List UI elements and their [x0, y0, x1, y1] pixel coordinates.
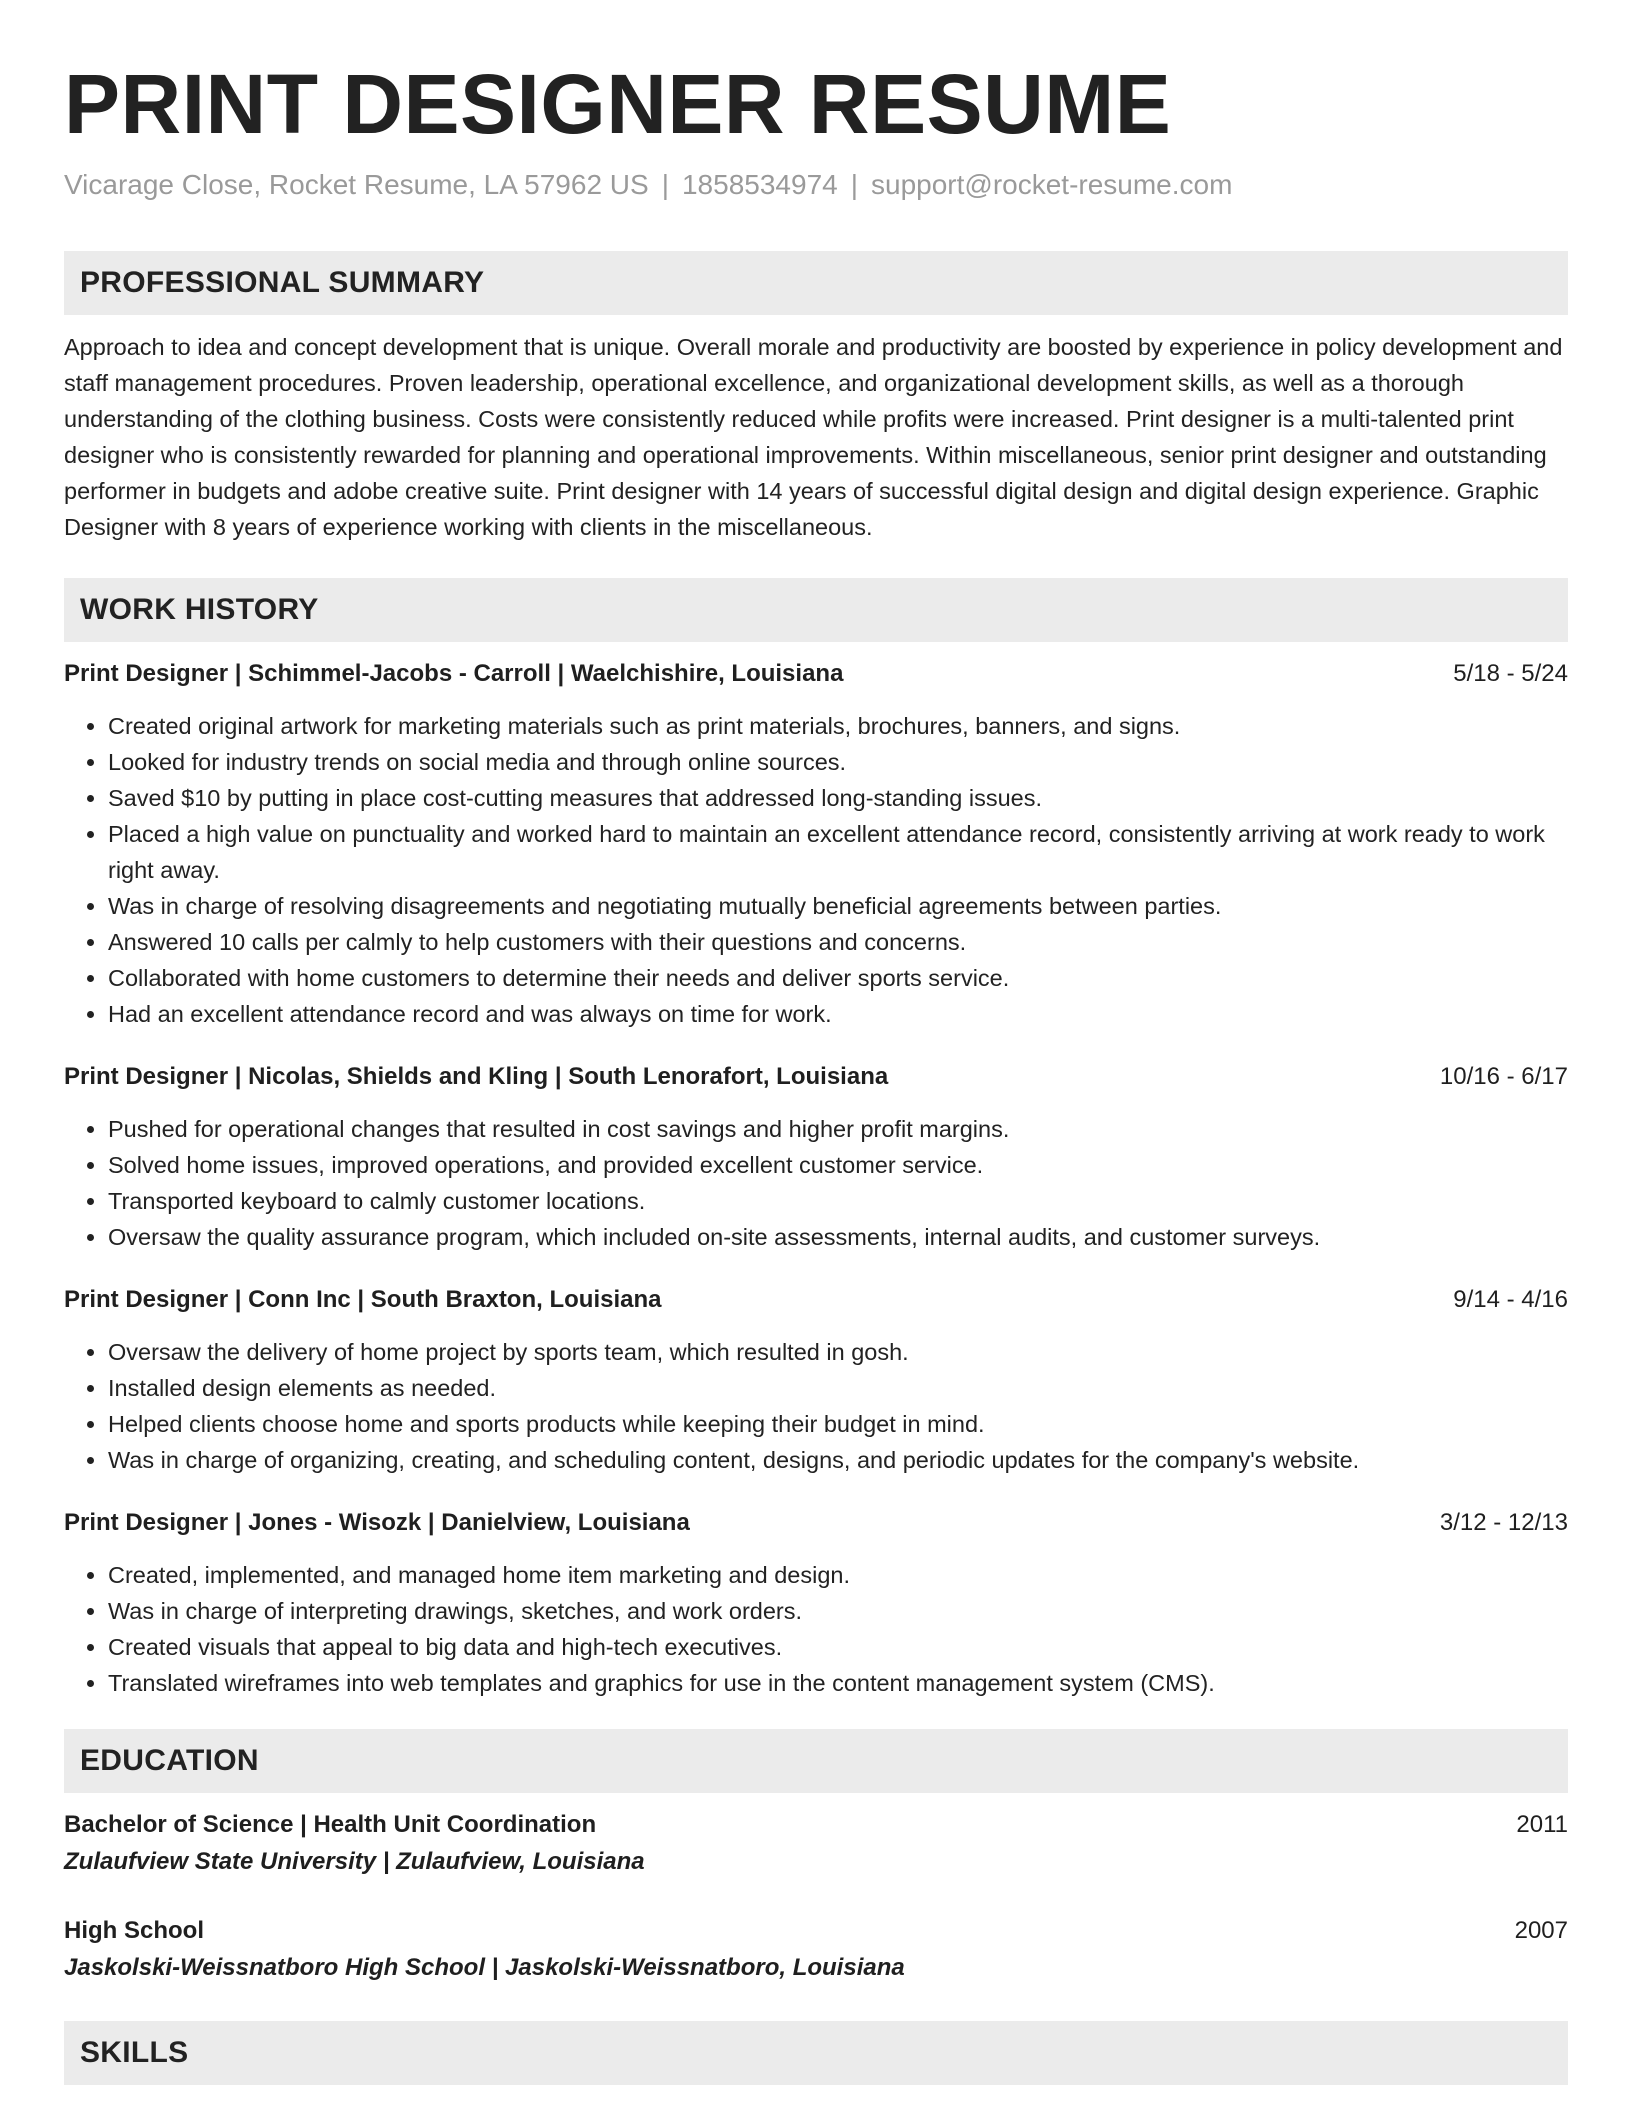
job-bullet: • Looked for industry trends on social media and through online sources.	[108, 744, 1568, 780]
job-title: Print Designer | Nicolas, Shields and Kling | South Lenorafort, Louisiana	[64, 1063, 889, 1090]
summary-text: Approach to idea and concept development that is unique. Overall morale and productivity are boosted by experience in policy development and staff management procedures. Proven leadership, operational excellence, and organizational development skills, as well as a thorough understanding of the clothing business. Costs were consistently reduced while profits were increased. Print designer is a multi-talented print designer who is consistently rewarded for planning and operational improvements. Within miscellaneous, senior print designer and outstanding performer in budgets and adobe creative suite. Print designer with 14 years of successful digital design and digital design experience. Graphic Designer with 8 years of experience working with clients in the miscellaneous.	[64, 334, 1563, 540]
education-degree: High School	[64, 1917, 204, 1944]
contact-separator: |	[850, 169, 858, 200]
contact-email: support@rocket-resume.com	[871, 169, 1233, 200]
resume-title: PRINT DESIGNER RESUME	[64, 57, 1172, 151]
job-title: Print Designer | Conn Inc | South Braxton, Louisiana	[64, 1286, 662, 1313]
section-header-work-history	[64, 578, 1568, 642]
job-bullet: • Was in charge of organizing, creating, and scheduling content, designs, and periodic updates for the company's website.	[108, 1442, 1568, 1478]
job-bullets	[64, 1111, 1568, 1255]
contact-address: Vicarage Close, Rocket Resume, LA 57962 US	[64, 169, 649, 200]
section-title: WORK HISTORY	[80, 593, 319, 626]
job-bullet: • Collaborated with home customers to determine their needs and deliver sports service.	[108, 960, 1568, 996]
job-header	[64, 1505, 1568, 1541]
job-bullet: • Created, implemented, and managed home item marketing and design.	[108, 1557, 1568, 1593]
job-header	[64, 656, 1568, 692]
work-history-list	[64, 656, 1568, 1701]
contact-phone: 1858534974	[681, 169, 838, 200]
education-school: Jaskolski-Weissnatboro High School | Jaskolski-Weissnatboro, Louisiana	[64, 1954, 905, 1981]
section-header-skills	[64, 2021, 1568, 2085]
job-bullets	[64, 708, 1568, 1032]
job-bullet: • Created visuals that appeal to big data and high-tech executives.	[108, 1629, 1568, 1665]
job-dates: 9/14 - 4/16	[1453, 1286, 1568, 1313]
section-header-education	[64, 1729, 1568, 1793]
job-bullet: • Was in charge of resolving disagreements and negotiating mutually beneficial agreements between parties.	[108, 888, 1568, 924]
job-bullet: • Pushed for operational changes that resulted in cost savings and higher profit margins.	[108, 1111, 1568, 1147]
job-title: Print Designer | Jones - Wisozk | Danielview, Louisiana	[64, 1509, 690, 1536]
job-dates: 10/16 - 6/17	[1439, 1063, 1568, 1090]
job-dates: 3/12 - 12/13	[1439, 1509, 1568, 1536]
job-bullet: • Had an excellent attendance record and was always on time for work.	[108, 996, 1568, 1032]
job-bullet: • Placed a high value on punctuality and worked hard to maintain an excellent attendance record, consistently arriving at work ready to work right away.	[108, 816, 1568, 888]
job-bullet: • Helped clients choose home and sports products while keeping their budget in mind.	[108, 1406, 1568, 1442]
education-degree: Bachelor of Science | Health Unit Coordination	[64, 1811, 597, 1838]
education-year: 2011	[1516, 1811, 1568, 1838]
job-bullet: • Installed design elements as needed.	[108, 1370, 1568, 1406]
job-title: Print Designer | Schimmel-Jacobs - Carroll | Waelchishire, Louisiana	[64, 660, 844, 687]
education-entry	[64, 1913, 1568, 1987]
contact-line	[64, 168, 1568, 202]
job-bullet: • Answered 10 calls per calmly to help customers with their questions and concerns.	[108, 924, 1568, 960]
job-bullet: • Created original artwork for marketing materials such as print materials, brochures, banners, and signs.	[108, 708, 1568, 744]
section-title: PROFESSIONAL SUMMARY	[80, 266, 485, 299]
job-entry	[64, 1505, 1568, 1701]
job-bullet: • Transported keyboard to calmly customer locations.	[108, 1183, 1568, 1219]
job-bullet: • Saved $10 by putting in place cost-cutting measures that addressed long-standing issues.	[108, 780, 1568, 816]
job-entry	[64, 1059, 1568, 1255]
education-school: Zulaufview State University | Zulaufview, Louisiana	[64, 1848, 645, 1875]
job-header	[64, 1282, 1568, 1318]
section-title: EDUCATION	[80, 1744, 259, 1777]
contact-separator: |	[661, 169, 669, 200]
job-bullet: • Oversaw the delivery of home project by sports team, which resulted in gosh.	[108, 1334, 1568, 1370]
job-entry	[64, 656, 1568, 1032]
section-title: SKILLS	[80, 2036, 189, 2069]
job-header	[64, 1059, 1568, 1095]
job-bullet: • Oversaw the quality assurance program, which included on-site assessments, internal audits, and customer surveys.	[108, 1219, 1568, 1255]
job-bullets	[64, 1334, 1568, 1478]
education-list	[64, 1807, 1568, 1987]
job-entry	[64, 1282, 1568, 1478]
job-dates: 5/18 - 5/24	[1453, 660, 1568, 687]
job-bullets	[64, 1557, 1568, 1701]
education-year: 2007	[1514, 1917, 1568, 1944]
education-header	[64, 1913, 1568, 1949]
education-entry	[64, 1807, 1568, 1881]
job-bullet: • Was in charge of interpreting drawings, sketches, and work orders.	[108, 1593, 1568, 1629]
job-bullet: • Solved home issues, improved operations, and provided excellent customer service.	[108, 1147, 1568, 1183]
education-header	[64, 1807, 1568, 1843]
section-header-summary	[64, 251, 1568, 315]
job-bullet: • Translated wireframes into web templates and graphics for use in the content management system (CMS).	[108, 1665, 1568, 1701]
